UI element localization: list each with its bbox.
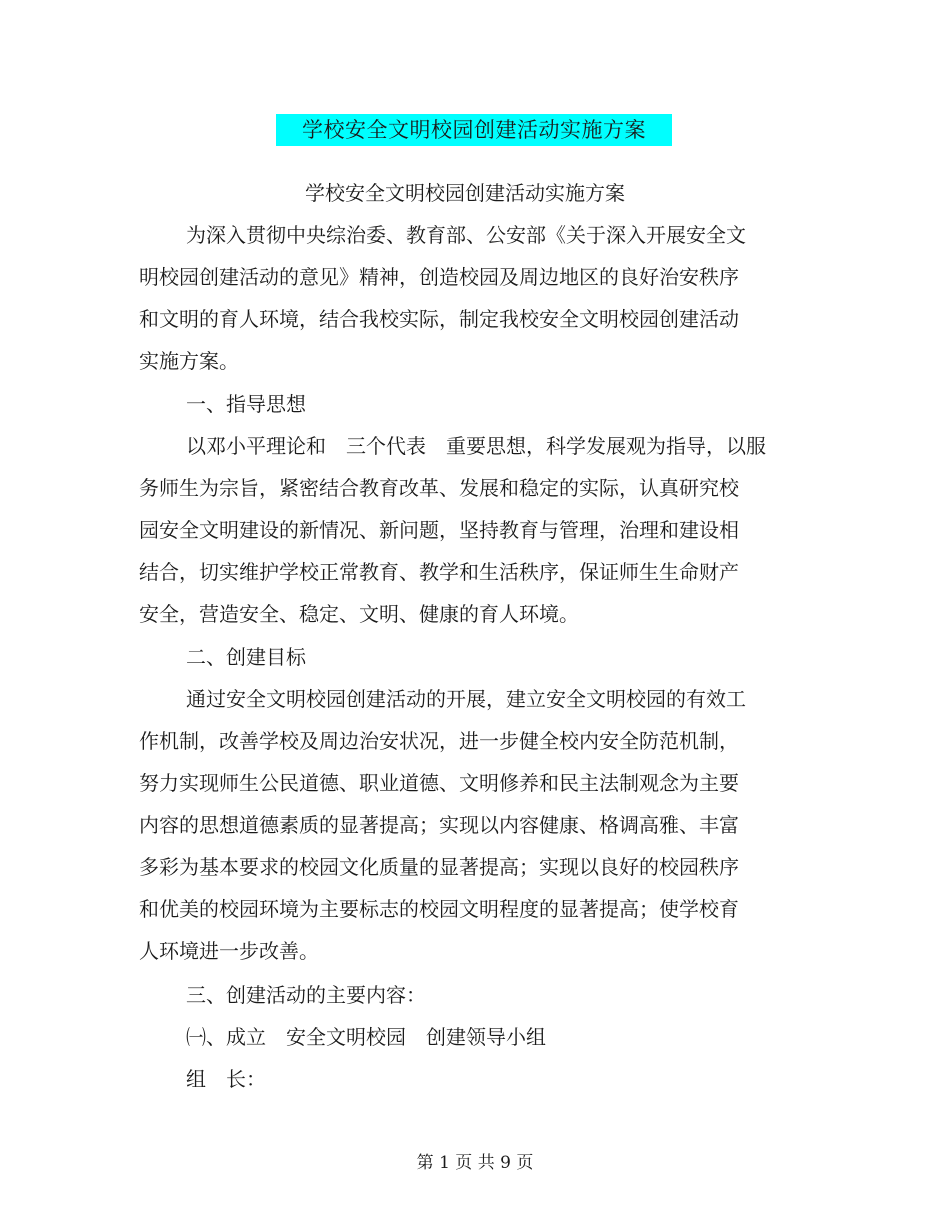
- paragraph-line: 以邓小平理论和 三个代表 重要思想，科学发展观为指导，以服: [186, 434, 766, 458]
- document-subtitle: 学校安全文明校园创建活动实施方案: [305, 181, 625, 205]
- paragraph-line: 为深入贯彻中央综治委、教育部、公安部《关于深入开展安全文: [186, 223, 746, 247]
- paragraph-line: 通过安全文明校园创建活动的开展，建立安全文明校园的有效工: [186, 687, 746, 711]
- paragraph-line: 组 长：: [186, 1067, 266, 1091]
- paragraph-line: 和优美的校园环境为主要标志的校园文明程度的显著提高；使学校育: [139, 897, 739, 921]
- page-footer: 第 1 页 共 9 页: [416, 1153, 534, 1173]
- document-header-title: 学校安全文明校园创建活动实施方案: [276, 114, 672, 146]
- paragraph-line: 内容的思想道德素质的显著提高；实现以内容健康、格调高雅、丰富: [139, 813, 739, 837]
- paragraph-line: 安全，营造安全、稳定、文明、健康的育人环境。: [139, 602, 579, 626]
- paragraph-line: 人环境进一步改善。: [139, 939, 319, 963]
- paragraph-line: 多彩为基本要求的校园文化质量的显著提高；实现以良好的校园秩序: [139, 855, 739, 879]
- paragraph-line: 努力实现师生公民道德、职业道德、文明修养和民主法制观念为主要: [139, 771, 739, 795]
- paragraph-line: 作机制，改善学校及周边治安状况，进一步健全校内安全防范机制，: [139, 729, 739, 753]
- section-heading: 二、创建目标: [186, 645, 306, 669]
- section-heading: 一、指导思想: [186, 392, 306, 416]
- paragraph-line: 园安全文明建设的新情况、新问题，坚持教育与管理，治理和建设相: [139, 518, 739, 542]
- paragraph-line: 结合，切实维护学校正常教育、教学和生活秩序，保证师生生命财产: [139, 560, 739, 584]
- paragraph-line: 务师生为宗旨，紧密结合教育改革、发展和稳定的实际，认真研究校: [139, 476, 739, 500]
- section-heading: 三、创建活动的主要内容：: [186, 983, 426, 1007]
- paragraph-line: 明校园创建活动的意见》精神，创造校园及周边地区的良好治安秩序: [139, 265, 739, 289]
- paragraph-line: 实施方案。: [139, 349, 239, 373]
- subsection-heading: ㈠、成立 安全文明校园 创建领导小组: [186, 1025, 546, 1049]
- paragraph-line: 和文明的育人环境，结合我校实际，制定我校安全文明校园创建活动: [139, 307, 739, 331]
